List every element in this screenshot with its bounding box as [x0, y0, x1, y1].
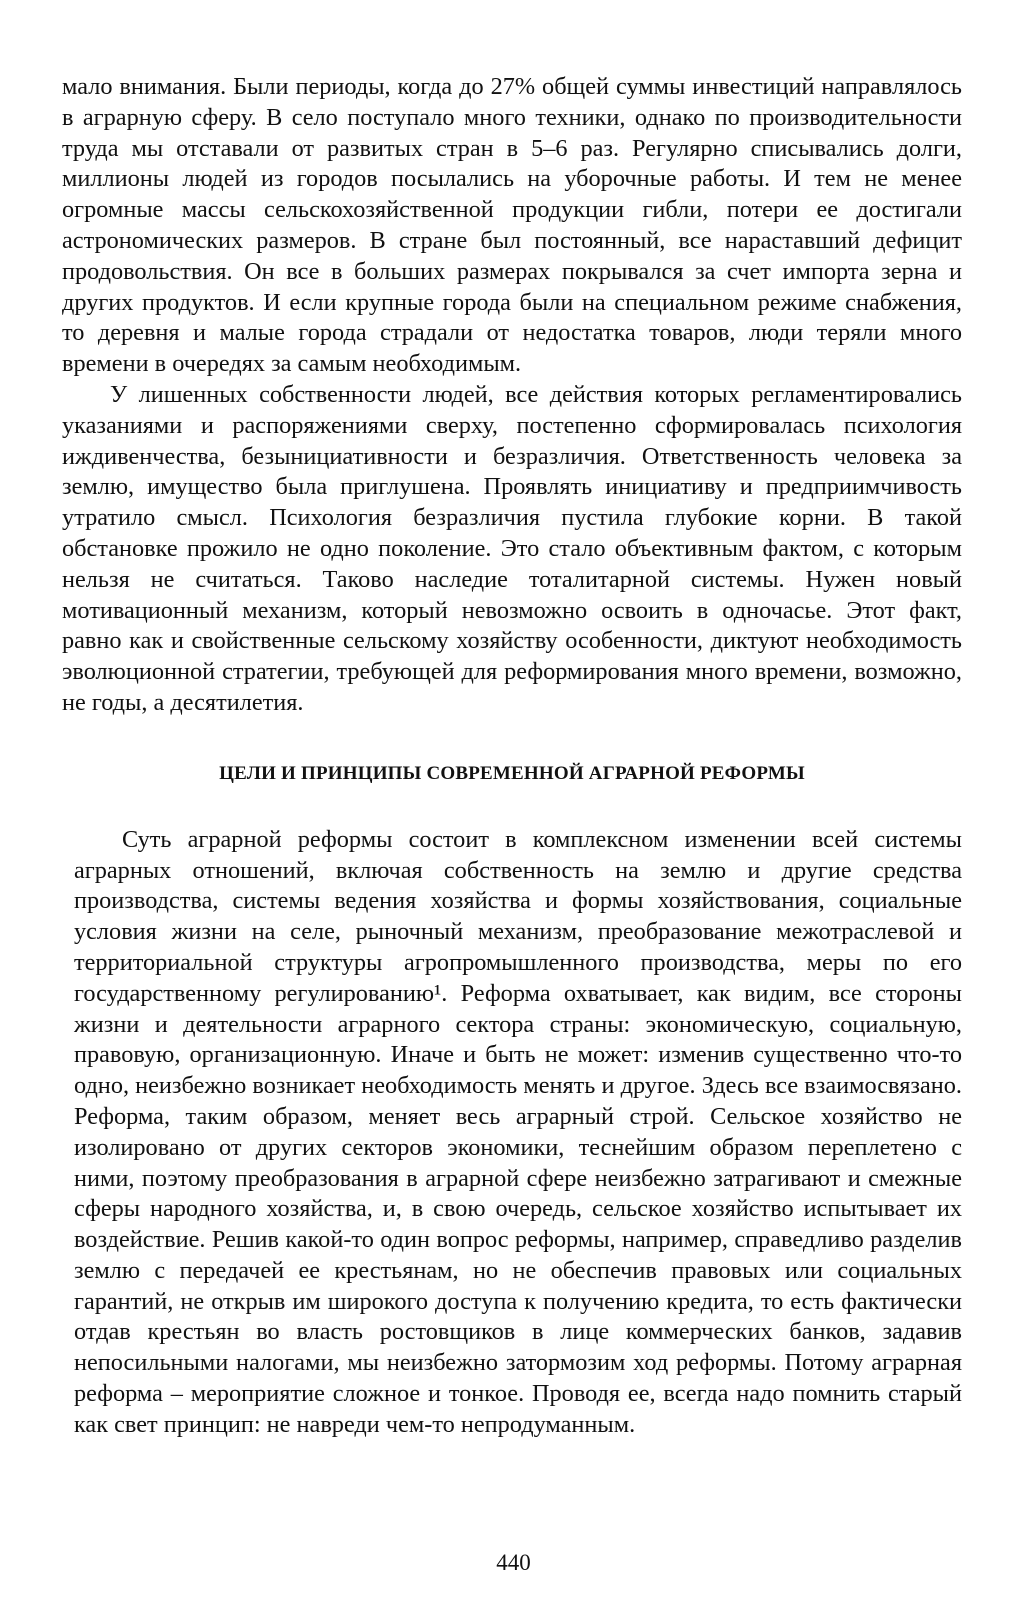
paragraph-continued: мало внимания. Были периоды, когда до 27% общей суммы инвестиций направлялось в аграрную сферу. В село поступало много техники, однако по производительности труда мы отставали от развитых стран в 5–6 раз. Регулярно списывались долги, миллионы людей из городов посылались на уборочные работы. И тем не менее огромные массы сельскохозяйственной продукции гибли, потери ее достигали астрономических размеров. В стране был постоянный, все нараставший дефицит продовольствия. Он все в больших размерах покрывался за счет импорта зерна и других продуктов. И если крупные города были на специальном режиме снабжения, то деревня и малые города страдали от недостатка товаров, люди теряли много времени в очередях за самым необходимым.: [62, 73, 962, 378]
section-heading: ЦЕЛИ И ПРИНЦИПЫ СОВРЕМЕННОЙ АГРАРНОЙ РЕФОРМЫ: [219, 762, 805, 784]
section-body: [62, 825, 962, 1441]
page-number: 440: [496, 1550, 531, 1575]
paragraph: У лишенных собственности людей, все действия которых регламентировались указаниями и распоряжениями сверху, постепенно сформировалась психология иждивенчества, безынициативности и безразличия. Ответственность человека за землю, имущество была приглушена. Проявлять инициативу и предприимчивость утратило смысл. Психология безразличия пустила глубокие корни. В такой обстановке прожило не одно поколение. Это стало объективным фактом, с которым нельзя не считаться. Таково наследие тоталитарной системы. Нужен новый мотивационный механизм, который невозможно освоить в одночасье. Этот факт, равно как и свойственные сельскому хозяйству особенности, диктуют необходимость эволюционной стратегии, требующей для реформирования много времени, возможно, не годы, а десятилетия.: [62, 380, 962, 716]
document-page: [62, 72, 962, 1441]
paragraph: Суть аграрной реформы состоит в комплексном изменении всей системы аграрных отношений, включая собственность на землю и другие средства производства, системы ведения хозяйства и формы хозяйствования, социальные условия жизни на селе, рыночный механизм, преобразование межотраслевой и территориальной структуры агропромышленного производства, меры по его государственному регулированию¹. Реформа охватывает, как видим, все стороны жизни и деятельности аграрного сектора страны: экономическую, социальную, правовую, организационную. Иначе и быть не может: изменив существенно что-то одно, неизбежно возникает необходимость менять и другое. Здесь все взаимосвязано. Реформа, таким образом, меняет весь аграрный строй. Сельское хозяйство не изолировано от других секторов экономики, теснейшим образом переплетено с ними, поэтому преобразования в аграрной сфере неизбежно затрагивают и смежные сферы народного хозяйства, и, в свою очередь, сельское хозяйство испытывает их воздействие. Решив какой-то один вопрос реформы, например, справедливо разделив землю с передачей ее крестьянам, но не обеспечив правовых или социальных гарантий, не открыв им широкого доступа к получению кредита, то есть фактически отдав крестьян во власть ростовщиков в лице коммерческих банков, задавив непосильными налогами, мы неизбежно затормозим ход реформы. Потому аграрная реформа – мероприятие сложное и тонкое. Проводя ее, всегда надо помнить старый как свет принцип: не навреди чем-то непродуманным.: [74, 825, 962, 1438]
